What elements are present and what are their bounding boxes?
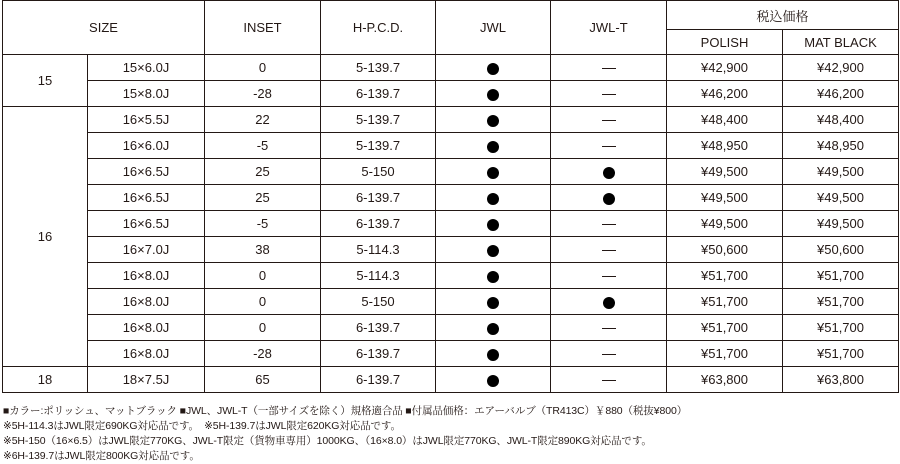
table-row bbox=[3, 367, 899, 393]
polish-price-cell: ¥48,950 bbox=[667, 133, 783, 159]
size-cell: 16×5.5J bbox=[88, 107, 205, 133]
spec-table-body bbox=[3, 55, 899, 393]
filled-circle-icon bbox=[487, 167, 499, 179]
pcd-cell: 6-139.7 bbox=[321, 341, 436, 367]
polish-price-cell: ¥49,500 bbox=[667, 185, 783, 211]
jwlt-cell bbox=[551, 315, 667, 341]
table-row bbox=[3, 81, 899, 107]
jwlt-cell bbox=[551, 237, 667, 263]
size-cell: 16×8.0J bbox=[88, 263, 205, 289]
jwlt-cell bbox=[551, 263, 667, 289]
polish-price-cell: ¥51,700 bbox=[667, 315, 783, 341]
wheel-spec-table bbox=[2, 0, 899, 393]
jwlt-cell bbox=[551, 159, 667, 185]
jwlt-cell bbox=[551, 133, 667, 159]
header-polish: POLISH bbox=[667, 30, 783, 55]
footnote-line: ※5H-114.3はJWL限定690KG対応品です。 ※5H-139.7はJWL限定620KG対応品です。 bbox=[3, 420, 401, 432]
jwl-cell bbox=[436, 263, 551, 289]
filled-circle-icon bbox=[487, 115, 499, 127]
pcd-cell: 5-150 bbox=[321, 159, 436, 185]
filled-circle-icon bbox=[487, 323, 499, 335]
jwlt-cell bbox=[551, 341, 667, 367]
pcd-cell: 5-114.3 bbox=[321, 263, 436, 289]
table-row bbox=[3, 133, 899, 159]
mat-black-price-cell: ¥51,700 bbox=[783, 341, 899, 367]
polish-price-cell: ¥51,700 bbox=[667, 263, 783, 289]
dash-icon bbox=[602, 250, 616, 251]
filled-circle-icon bbox=[487, 375, 499, 387]
dash-icon bbox=[602, 328, 616, 329]
inset-cell: 38 bbox=[205, 237, 321, 263]
dash-icon bbox=[602, 354, 616, 355]
jwlt-cell bbox=[551, 211, 667, 237]
jwl-cell bbox=[436, 341, 551, 367]
table-row bbox=[3, 159, 899, 185]
mat-black-price-cell: ¥46,200 bbox=[783, 81, 899, 107]
inset-cell: -5 bbox=[205, 133, 321, 159]
inset-cell: -28 bbox=[205, 81, 321, 107]
pcd-cell: 6-139.7 bbox=[321, 367, 436, 393]
pcd-cell: 6-139.7 bbox=[321, 185, 436, 211]
filled-circle-icon bbox=[487, 193, 499, 205]
footnote-line: ■カラー:ポリッシュ、マットブラック ■JWL、JWL-T（一部サイズを除く）規格適合品 ■付属品価格：エアーバルブ（TR413C）￥880（税抜¥800） bbox=[3, 405, 688, 417]
pcd-cell: 5-139.7 bbox=[321, 55, 436, 81]
filled-circle-icon bbox=[603, 297, 615, 309]
header-price: 税込価格 bbox=[667, 1, 899, 30]
inset-cell: -5 bbox=[205, 211, 321, 237]
filled-circle-icon bbox=[487, 245, 499, 257]
inset-cell: 0 bbox=[205, 289, 321, 315]
dash-icon bbox=[602, 120, 616, 121]
header-pcd: H-P.C.D. bbox=[321, 1, 436, 55]
polish-price-cell: ¥42,900 bbox=[667, 55, 783, 81]
jwl-cell bbox=[436, 367, 551, 393]
table-row bbox=[3, 315, 899, 341]
table-row bbox=[3, 263, 899, 289]
polish-price-cell: ¥48,400 bbox=[667, 107, 783, 133]
dash-icon bbox=[602, 68, 616, 69]
inset-cell: -28 bbox=[205, 341, 321, 367]
jwlt-cell bbox=[551, 185, 667, 211]
mat-black-price-cell: ¥51,700 bbox=[783, 263, 899, 289]
mat-black-price-cell: ¥50,600 bbox=[783, 237, 899, 263]
jwlt-cell bbox=[551, 55, 667, 81]
filled-circle-icon bbox=[487, 63, 499, 75]
header-jwl: JWL bbox=[436, 1, 551, 55]
polish-price-cell: ¥46,200 bbox=[667, 81, 783, 107]
table-row bbox=[3, 341, 899, 367]
polish-price-cell: ¥51,700 bbox=[667, 341, 783, 367]
mat-black-price-cell: ¥48,950 bbox=[783, 133, 899, 159]
pcd-cell: 5-139.7 bbox=[321, 133, 436, 159]
inset-cell: 0 bbox=[205, 315, 321, 341]
pcd-cell: 6-139.7 bbox=[321, 315, 436, 341]
size-cell: 16×7.0J bbox=[88, 237, 205, 263]
dash-icon bbox=[602, 94, 616, 95]
mat-black-price-cell: ¥49,500 bbox=[783, 211, 899, 237]
size-cell: 16×8.0J bbox=[88, 315, 205, 341]
jwlt-cell bbox=[551, 367, 667, 393]
jwl-cell bbox=[436, 107, 551, 133]
header-jwlt: JWL-T bbox=[551, 1, 667, 55]
jwl-cell bbox=[436, 211, 551, 237]
mat-black-price-cell: ¥49,500 bbox=[783, 185, 899, 211]
jwlt-cell bbox=[551, 289, 667, 315]
filled-circle-icon bbox=[487, 297, 499, 309]
filled-circle-icon bbox=[487, 349, 499, 361]
mat-black-price-cell: ¥49,500 bbox=[783, 159, 899, 185]
pcd-cell: 5-139.7 bbox=[321, 107, 436, 133]
filled-circle-icon bbox=[603, 167, 615, 179]
table-row bbox=[3, 185, 899, 211]
mat-black-price-cell: ¥51,700 bbox=[783, 315, 899, 341]
diameter-cell: 16 bbox=[3, 107, 88, 367]
jwl-cell bbox=[436, 315, 551, 341]
polish-price-cell: ¥49,500 bbox=[667, 211, 783, 237]
footnotes bbox=[3, 404, 687, 464]
inset-cell: 65 bbox=[205, 367, 321, 393]
mat-black-price-cell: ¥51,700 bbox=[783, 289, 899, 315]
mat-black-price-cell: ¥48,400 bbox=[783, 107, 899, 133]
footnote-line: ※5H-150（16×6.5）はJWL限定770KG、JWL-T限定（貨物車専用）1000KG、（16×8.0）はJWL限定770KG、JWL-T限定890KG対応品です。 bbox=[3, 435, 652, 447]
jwlt-cell bbox=[551, 81, 667, 107]
header-size: SIZE bbox=[3, 1, 205, 55]
jwl-cell bbox=[436, 237, 551, 263]
jwl-cell bbox=[436, 81, 551, 107]
filled-circle-icon bbox=[487, 89, 499, 101]
inset-cell: 25 bbox=[205, 159, 321, 185]
pcd-cell: 6-139.7 bbox=[321, 81, 436, 107]
polish-price-cell: ¥49,500 bbox=[667, 159, 783, 185]
polish-price-cell: ¥51,700 bbox=[667, 289, 783, 315]
pcd-cell: 5-114.3 bbox=[321, 237, 436, 263]
mat-black-price-cell: ¥42,900 bbox=[783, 55, 899, 81]
dash-icon bbox=[602, 276, 616, 277]
size-cell: 18×7.5J bbox=[88, 367, 205, 393]
inset-cell: 22 bbox=[205, 107, 321, 133]
size-cell: 15×8.0J bbox=[88, 81, 205, 107]
table-row bbox=[3, 107, 899, 133]
size-cell: 16×8.0J bbox=[88, 341, 205, 367]
header-inset: INSET bbox=[205, 1, 321, 55]
header-mat-black: MAT BLACK bbox=[783, 30, 899, 55]
dash-icon bbox=[602, 380, 616, 381]
jwl-cell bbox=[436, 289, 551, 315]
pcd-cell: 5-150 bbox=[321, 289, 436, 315]
diameter-cell: 15 bbox=[3, 55, 88, 107]
inset-cell: 0 bbox=[205, 263, 321, 289]
dash-icon bbox=[602, 224, 616, 225]
filled-circle-icon bbox=[487, 219, 499, 231]
polish-price-cell: ¥50,600 bbox=[667, 237, 783, 263]
table-row bbox=[3, 55, 899, 81]
table-row bbox=[3, 237, 899, 263]
size-cell: 16×8.0J bbox=[88, 289, 205, 315]
table-row bbox=[3, 211, 899, 237]
jwl-cell bbox=[436, 185, 551, 211]
mat-black-price-cell: ¥63,800 bbox=[783, 367, 899, 393]
jwl-cell bbox=[436, 133, 551, 159]
filled-circle-icon bbox=[487, 141, 499, 153]
pcd-cell: 6-139.7 bbox=[321, 211, 436, 237]
size-cell: 16×6.5J bbox=[88, 185, 205, 211]
filled-circle-icon bbox=[603, 193, 615, 205]
jwlt-cell bbox=[551, 107, 667, 133]
size-cell: 15×6.0J bbox=[88, 55, 205, 81]
jwl-cell bbox=[436, 55, 551, 81]
table-row bbox=[3, 289, 899, 315]
dash-icon bbox=[602, 146, 616, 147]
size-cell: 16×6.0J bbox=[88, 133, 205, 159]
size-cell: 16×6.5J bbox=[88, 159, 205, 185]
polish-price-cell: ¥63,800 bbox=[667, 367, 783, 393]
inset-cell: 25 bbox=[205, 185, 321, 211]
inset-cell: 0 bbox=[205, 55, 321, 81]
size-cell: 16×6.5J bbox=[88, 211, 205, 237]
filled-circle-icon bbox=[487, 271, 499, 283]
diameter-cell: 18 bbox=[3, 367, 88, 393]
jwl-cell bbox=[436, 159, 551, 185]
footnote-line: ※6H-139.7はJWL限定800KG対応品です。 bbox=[3, 450, 200, 462]
